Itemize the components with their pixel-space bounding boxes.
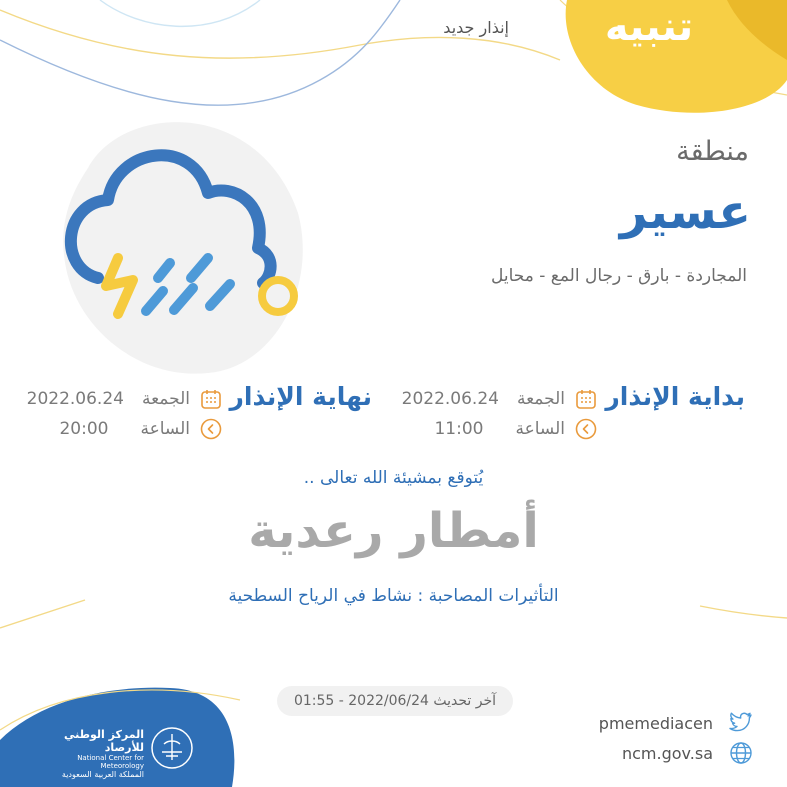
new-warning-label: إنذار جديد <box>443 18 509 37</box>
region-label: منطقة <box>676 136 749 167</box>
start-date-row <box>402 388 597 410</box>
end-date: 2022.06.24 <box>26 389 124 409</box>
ncm-emblem-icon <box>150 726 194 770</box>
alert-title: تنبيه <box>604 4 694 50</box>
logo-english: National Center for Meteorology <box>77 754 144 770</box>
calendar-icon <box>200 388 222 410</box>
associated-effects: التأثيرات المصاحبة : نشاط في الرياح السطحية <box>228 586 559 606</box>
twitter-handle[interactable]: pmemediacen <box>598 713 713 733</box>
globe-icon <box>729 741 753 765</box>
twitter-icon <box>729 712 753 734</box>
start-day: الجمعة <box>516 389 565 409</box>
start-title: بداية الإنذار <box>605 382 745 411</box>
end-time-row <box>59 418 222 440</box>
end-date-row <box>27 388 222 410</box>
logo-country: المملكة العربية السعودية <box>61 770 144 779</box>
start-time: 11:00 <box>434 419 484 439</box>
end-time-label: الساعة <box>140 419 190 439</box>
last-updated-badge: آخر تحديث 2022/06/24 - 01:55 <box>277 686 513 716</box>
warning-type: أمطار رعدية <box>248 503 539 559</box>
start-date: 2022.06.24 <box>401 389 499 409</box>
calendar-icon <box>575 388 597 410</box>
logo-arabic: المركز الوطني للأرصاد <box>64 728 144 754</box>
end-time: 20:00 <box>59 419 109 439</box>
decorative-lines-bottom <box>0 590 787 670</box>
start-time-row <box>434 418 597 440</box>
affected-areas: المجاردة - بارق - رجال المع - محايل <box>490 266 747 286</box>
start-time-label: الساعة <box>515 419 565 439</box>
website-link[interactable] <box>622 741 753 765</box>
ncm-logo <box>40 722 200 779</box>
twitter-link[interactable] <box>599 712 753 734</box>
end-day: الجمعة <box>141 389 190 409</box>
end-title: نهاية الإنذار <box>229 382 372 411</box>
clock-icon <box>200 418 222 440</box>
website-url[interactable]: ncm.gov.sa <box>621 743 713 763</box>
thunder-rain-icon <box>58 118 308 378</box>
expected-text: يُتوقع بمشيئة الله تعالى .. <box>303 468 484 488</box>
region-name: عسير <box>619 184 751 240</box>
clock-icon <box>575 418 597 440</box>
